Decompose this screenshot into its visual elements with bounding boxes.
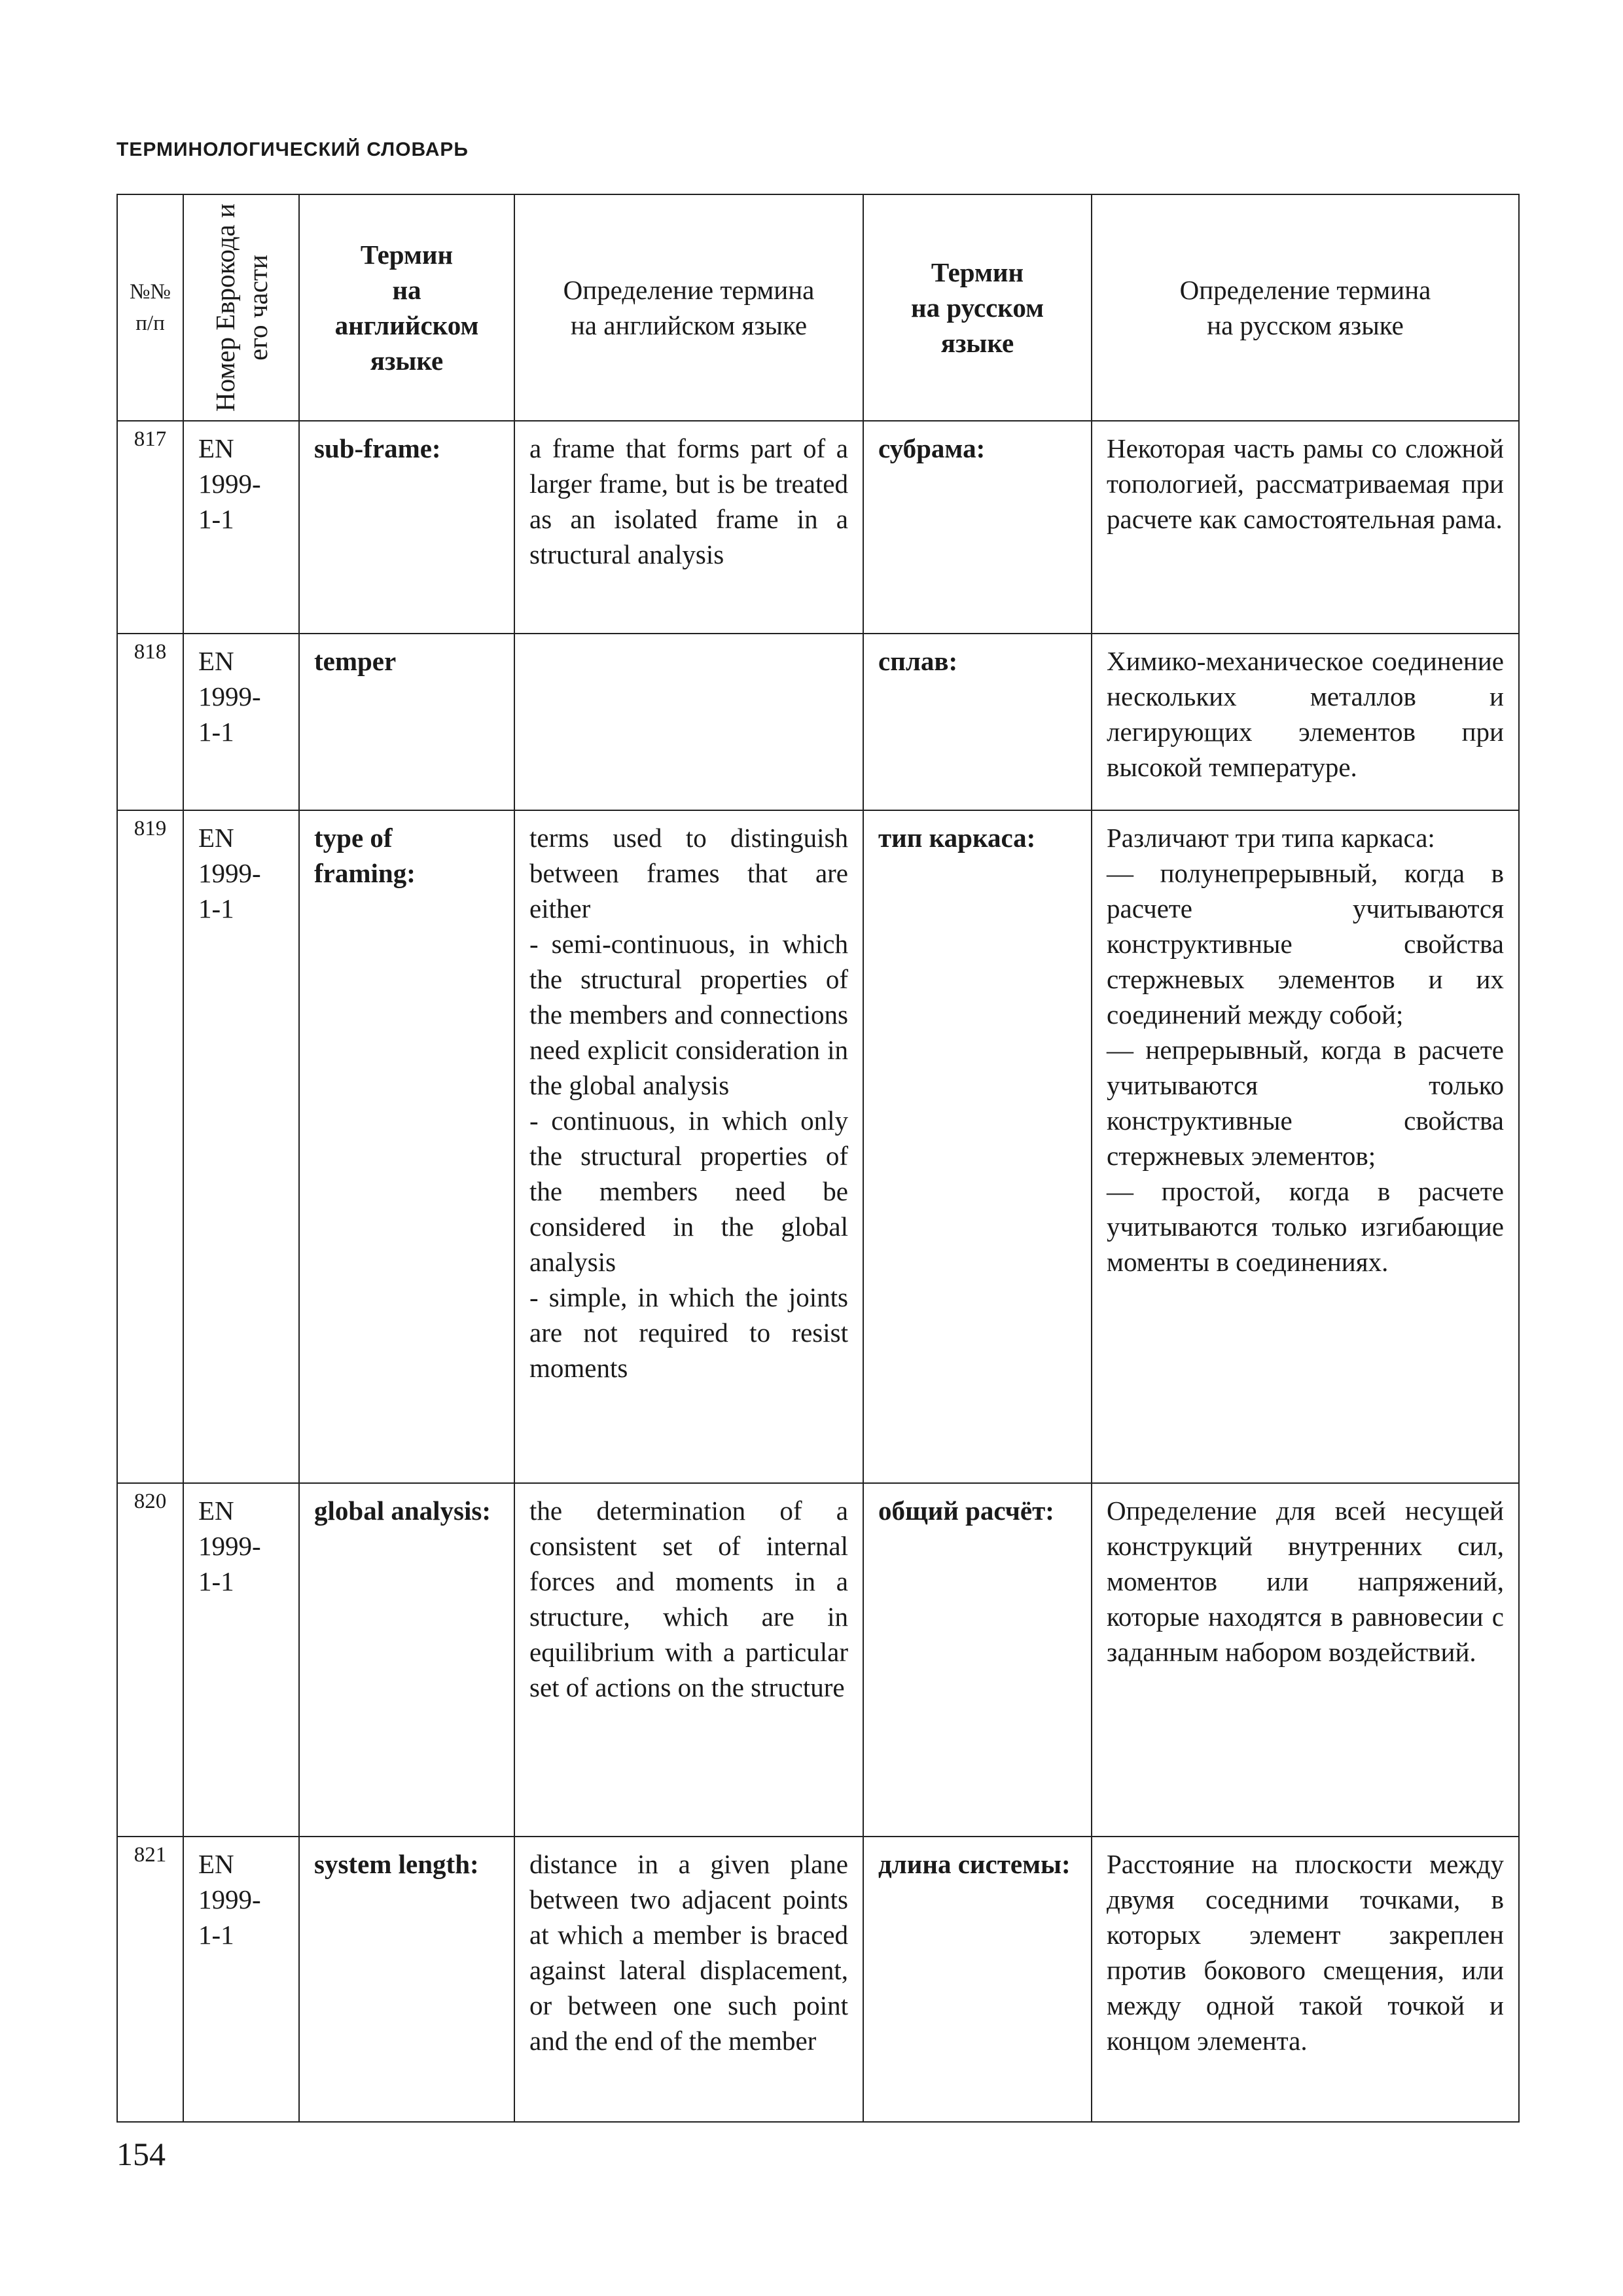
definition-ru-cell: Некоторая часть рамы со сложной топологией, рассматриваемая при расчете как самостоятельная рама. <box>1092 421 1519 634</box>
table-row <box>117 1837 1519 2122</box>
definition-ru-cell: Различают три типа каркаса: — полунепрерывный, когда в расчете учитываются конструктивные свойства стержневых элементов и их соединений между собой; — непрерывный, когда в расчете учитываются только конструктивные свойства стержневых элементов; — простой, когда в расчете учитываются только изгибающие моменты в соединениях. <box>1092 810 1519 1483</box>
definition-en-cell <box>514 634 863 810</box>
definition-en-cell: the determination of a consistent set of internal forces and moments in a structure, which are in equilibrium with a particular set of actions on the structure <box>514 1483 863 1837</box>
table-row <box>117 1483 1519 1837</box>
definition-ru-cell: Определение для всей несущей конструкций внутренних сил, моментов или напряжений, которые находятся в равновесии с заданным набором воздействий. <box>1092 1483 1519 1837</box>
term-ru-cell: сплав: <box>863 634 1092 810</box>
col-header-eurocode: Номер Еврокода и его части <box>183 194 299 421</box>
term-en-cell: system length: <box>299 1837 514 2122</box>
eurocode-cell: EN 1999- 1-1 <box>183 810 299 1483</box>
page-header: ТЕРМИНОЛОГИЧЕСКИЙ СЛОВАРЬ <box>116 139 469 160</box>
definition-en-cell: terms used to distinguish between frames that are either - semi-continuous, in which the structural properties of the members and connections need explicit consideration in the global analysis - continuous, in which only the structural properties of the members need be considered in the global analysis - simple, in which the joints are not required to resist moments <box>514 810 863 1483</box>
eurocode-cell: EN 1999- 1-1 <box>183 1837 299 2122</box>
definition-ru-cell: Химико-механическое соединение нескольких металлов и легирующих элементов при высокой температуре. <box>1092 634 1519 810</box>
row-number: 818 <box>117 634 183 810</box>
row-number: 820 <box>117 1483 183 1837</box>
col-header-definition-ru: Определение термина на русском языке <box>1092 194 1519 421</box>
term-ru-cell: общий расчёт: <box>863 1483 1092 1837</box>
term-en-cell: temper <box>299 634 514 810</box>
term-ru-cell: субрама: <box>863 421 1092 634</box>
table-header-row <box>117 194 1519 421</box>
table-row <box>117 421 1519 634</box>
eurocode-cell: EN 1999- 1-1 <box>183 634 299 810</box>
col-header-term-ru: Термин на русском языке <box>863 194 1092 421</box>
definition-ru-cell: Расстояние на плоскости между двумя соседними точками, в которых элемент закреплен против бокового смещения, или между одной такой точкой и концом элемента. <box>1092 1837 1519 2122</box>
col-header-term-en: Термин на английском языке <box>299 194 514 421</box>
col-header-definition-en: Определение термина на английском языке <box>514 194 863 421</box>
table-row <box>117 634 1519 810</box>
eurocode-cell: EN 1999- 1-1 <box>183 1483 299 1837</box>
col-header-number: №№ п/п <box>117 194 183 421</box>
definition-en-cell: a frame that forms part of a larger frame, but is be treated as an isolated frame in a structural analysis <box>514 421 863 634</box>
definition-en-cell: distance in a given plane between two adjacent points at which a member is braced against lateral displacement, or between one such point and the end of the member <box>514 1837 863 2122</box>
row-number: 817 <box>117 421 183 634</box>
term-en-cell: global analysis: <box>299 1483 514 1837</box>
table-row <box>117 810 1519 1483</box>
terminology-table <box>116 194 1520 2123</box>
eurocode-cell: EN 1999- 1-1 <box>183 421 299 634</box>
term-en-cell: type of framing: <box>299 810 514 1483</box>
row-number: 821 <box>117 1837 183 2122</box>
term-ru-cell: длина системы: <box>863 1837 1092 2122</box>
row-number: 819 <box>117 810 183 1483</box>
term-en-cell: sub-frame: <box>299 421 514 634</box>
page-number: 154 <box>116 2136 166 2172</box>
term-ru-cell: тип каркаса: <box>863 810 1092 1483</box>
